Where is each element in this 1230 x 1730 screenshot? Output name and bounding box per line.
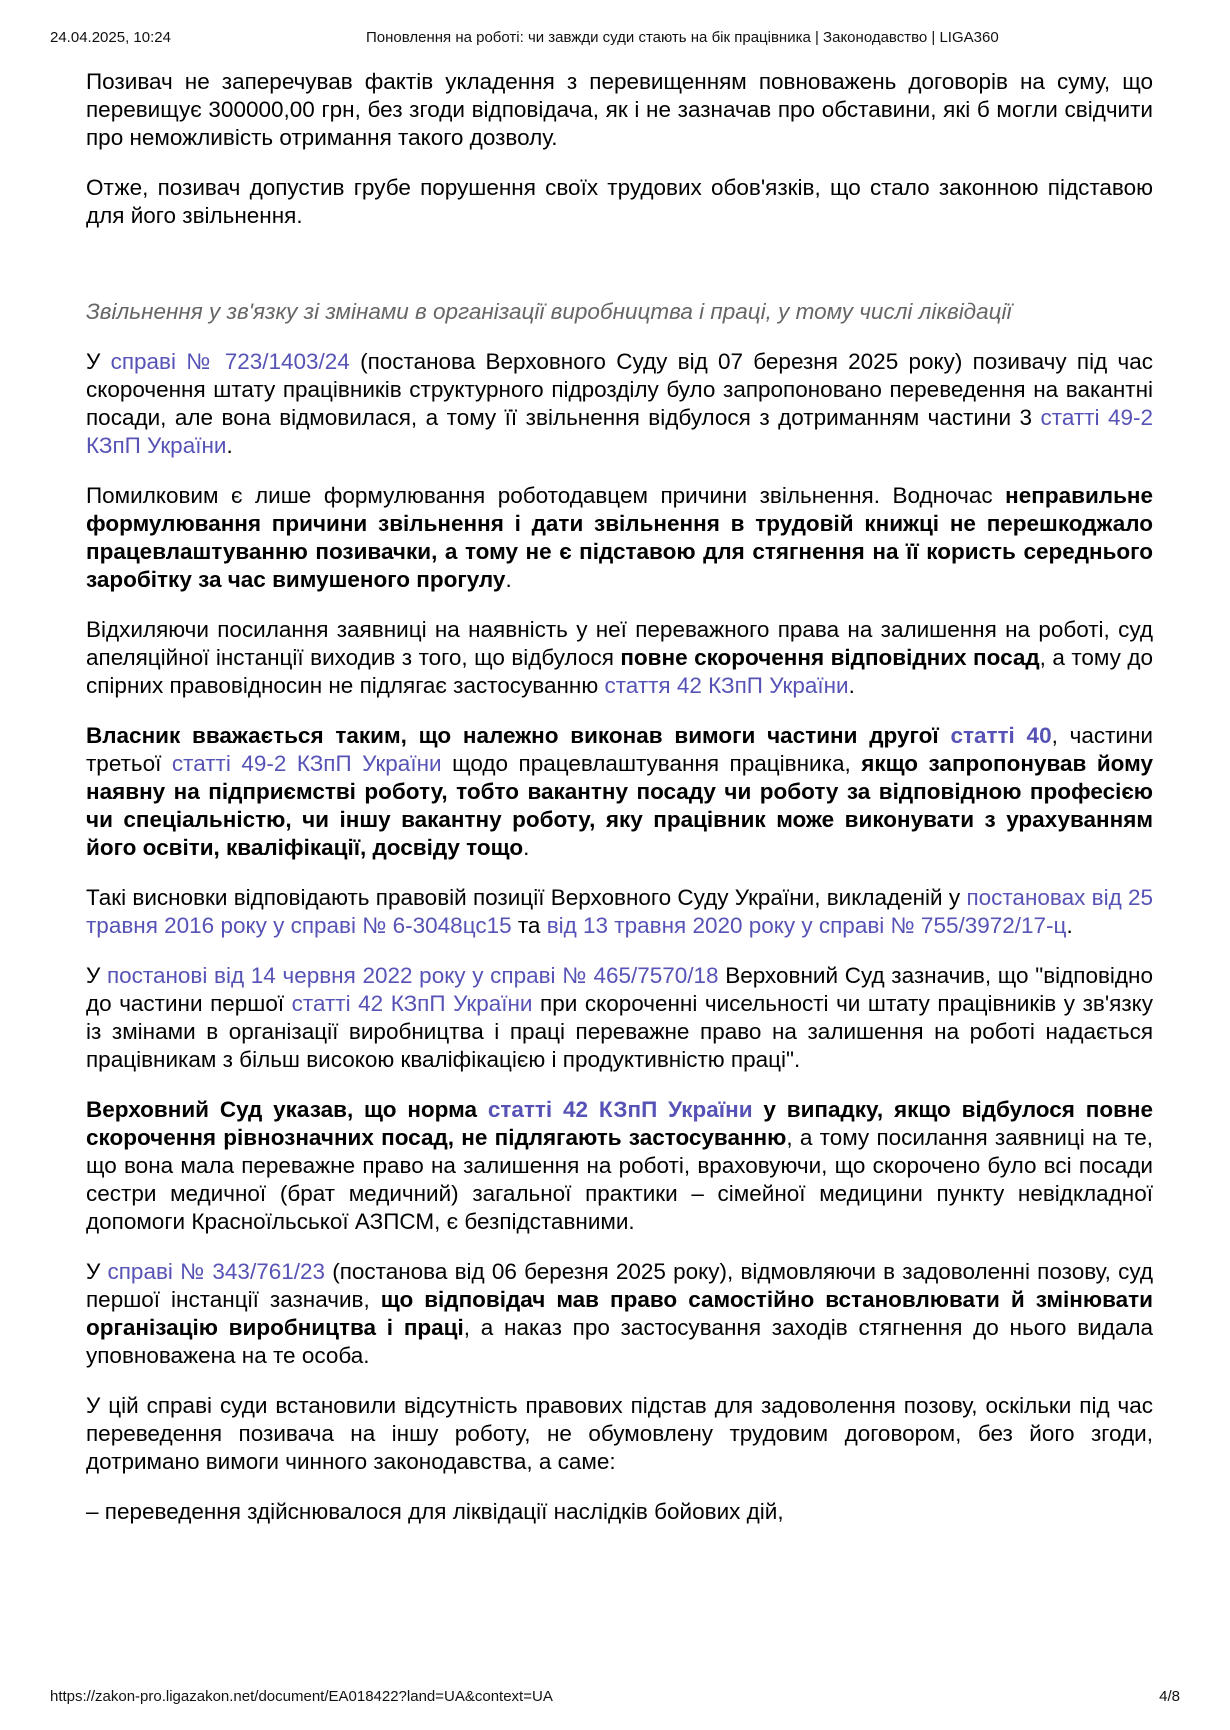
paragraph-7: Такі висновки відповідають правовій позиції Верховного Суду України, викладеній у постановах від 25 травня 2016 року у справі № 6-3048цс15 та від 13 травня 2020 року у справі № 755/3972/17-ц. (86, 885, 1154, 938)
case-link-465-7570-18[interactable]: постанові від 14 червня 2022 року у справі № 465/7570/18 (106, 963, 719, 988)
law-link-article-42[interactable]: стаття 42 КЗпП України (604, 673, 849, 698)
section-subheading: Звільнення у зв'язку зі змінами в організації виробництва і праці, у тому числі ліквідації (86, 299, 1012, 324)
paragraph-9: Верховний Суд указав, що норма статті 42 КЗпП України у випадку, якщо відбулося повне скорочення рівнозначних посад, не підлягають застосуванню, а тому посилання заявниці на те, що вона мала переважне право на залишення на роботі, враховуючи, що скорочено було всі посади сестри медичної (брат медичний) загальної практики – сімейної медицини пункту невідкладної допомоги Красноїльської АЗПСМ, є безпідставними. (86, 1097, 1154, 1234)
law-link-article-49-2-second[interactable]: статті 49-2 КЗпП України (171, 751, 442, 776)
law-link-article-40[interactable]: статті 40 (950, 723, 1052, 748)
case-link-343-761-23[interactable]: справі № 343/761/23 (107, 1259, 326, 1284)
paragraph-10: У справі № 343/761/23 (постанова від 06 березня 2025 року), відмовляючи в задоволенні позову, суд першої інстанції зазначив, що відповідач мав право самостійно встановлювати й змінювати організацію виробництва і праці, а наказ про застосування заходів стягнення до нього видала уповноважена на те особа. (86, 1259, 1153, 1368)
print-datetime: 24.04.2025, 10:24 (50, 29, 171, 46)
paragraph-5: Відхиляючи посилання заявниці на наявність у неї переважного права на залишення на роботі, суд апеляційної інстанції виходив з того, що відбулося повне скорочення відповідних посад, а тому до спірних правовідносин не підлягає застосуванню стаття 42 КЗпП України. (86, 617, 1154, 698)
article-body (86, 68, 1153, 1548)
paragraph-3: У справі № 723/1403/24 (постанова Верховного Суду від 07 березня 2025 року) позивачу під час скорочення штату працівників структурного підрозділу було запропоновано переведення на вакантні посади, але вона відмовилася, а тому її звільнення відбулося з дотриманням частини 3 статті 49-2 КЗпП України. (86, 349, 1153, 458)
paragraph-2: Отже, позивач допустив грубе порушення своїх трудових обов'язків, що стало законною підставою для його звільнення. (86, 175, 1153, 228)
page-number: 4/8 (1159, 1688, 1180, 1705)
case-link-723-1403-24[interactable]: справі № 723/1403/24 (110, 349, 350, 374)
law-link-article-42-third[interactable]: статті 42 КЗпП України (487, 1097, 753, 1122)
paragraph-4: Помилковим є лише формулювання роботодавцем причини звільнення. Водночас неправильне формулювання причини звільнення і дати звільнення в трудовій книжці не перешкоджало працевлаштуванню позивачки, а тому не є підставою для стягнення на її користь середнього заробітку за час вимушеного прогулу. (86, 483, 1153, 592)
page-header (50, 29, 1180, 51)
paragraph-1: Позивач не заперечував фактів укладення з перевищенням повноважень договорів на суму, що перевищує 300000,00 грн, без згоди відповідача, як і не зазначав про обставини, які б могли свідчити про неможливість отримання такого дозволу. (86, 69, 1153, 150)
page-footer (50, 1688, 1180, 1710)
page-url: https://zakon-pro.ligazakon.net/document/EA018422?land=UA&context=UA (50, 1688, 553, 1705)
case-link-6-3048cs15[interactable]: постановах від 25 травня 2016 року у справі № 6-3048цс15 (86, 885, 1154, 938)
paragraph-11: У цій справі суди встановили відсутність правових підстав для задоволення позову, оскільки під час переведення позивача на іншу роботу, не обумовлену трудовим договором, без його згоди, дотримано вимоги чинного законодавства, а саме: (86, 1393, 1153, 1474)
law-link-article-42-second[interactable]: статті 42 КЗпП України (291, 991, 533, 1016)
paragraph-12: – переведення здійснювалося для ліквідації наслідків бойових дій, (86, 1499, 784, 1524)
law-link-article-49-2[interactable]: статті 49-2 КЗпП України (86, 405, 1153, 458)
paragraph-8: У постанові від 14 червня 2022 року у справі № 465/7570/18 Верховний Суд зазначив, що "відповідно до частини першої статті 42 КЗпП України при скороченні чисельності чи штату працівників у зв'язку із змінами в організації виробництва і праці переважне право на залишення на роботі надається працівникам з більш високою кваліфікацією і продуктивністю праці". (86, 963, 1153, 1072)
document-title: Поновлення на роботі: чи завжди суди стають на бік працівника | Законодавство | LIGA360 (366, 29, 999, 46)
paragraph-6: Власник вважається таким, що належно виконав вимоги частини другої статті 40, частини третьої статті 49-2 КЗпП України щодо працевлаштування працівника, якщо запропонував йому наявну на підприємстві роботу, тобто вакантну посаду чи роботу за відповідною професією чи спеціальністю, чи іншу вакантну роботу, яку працівник може виконувати з урахуванням його освіти, кваліфікації, досвіду тощо. (86, 723, 1153, 860)
case-link-755-3972-17[interactable]: від 13 травня 2020 року у справі № 755/3972/17-ц (546, 913, 1067, 938)
